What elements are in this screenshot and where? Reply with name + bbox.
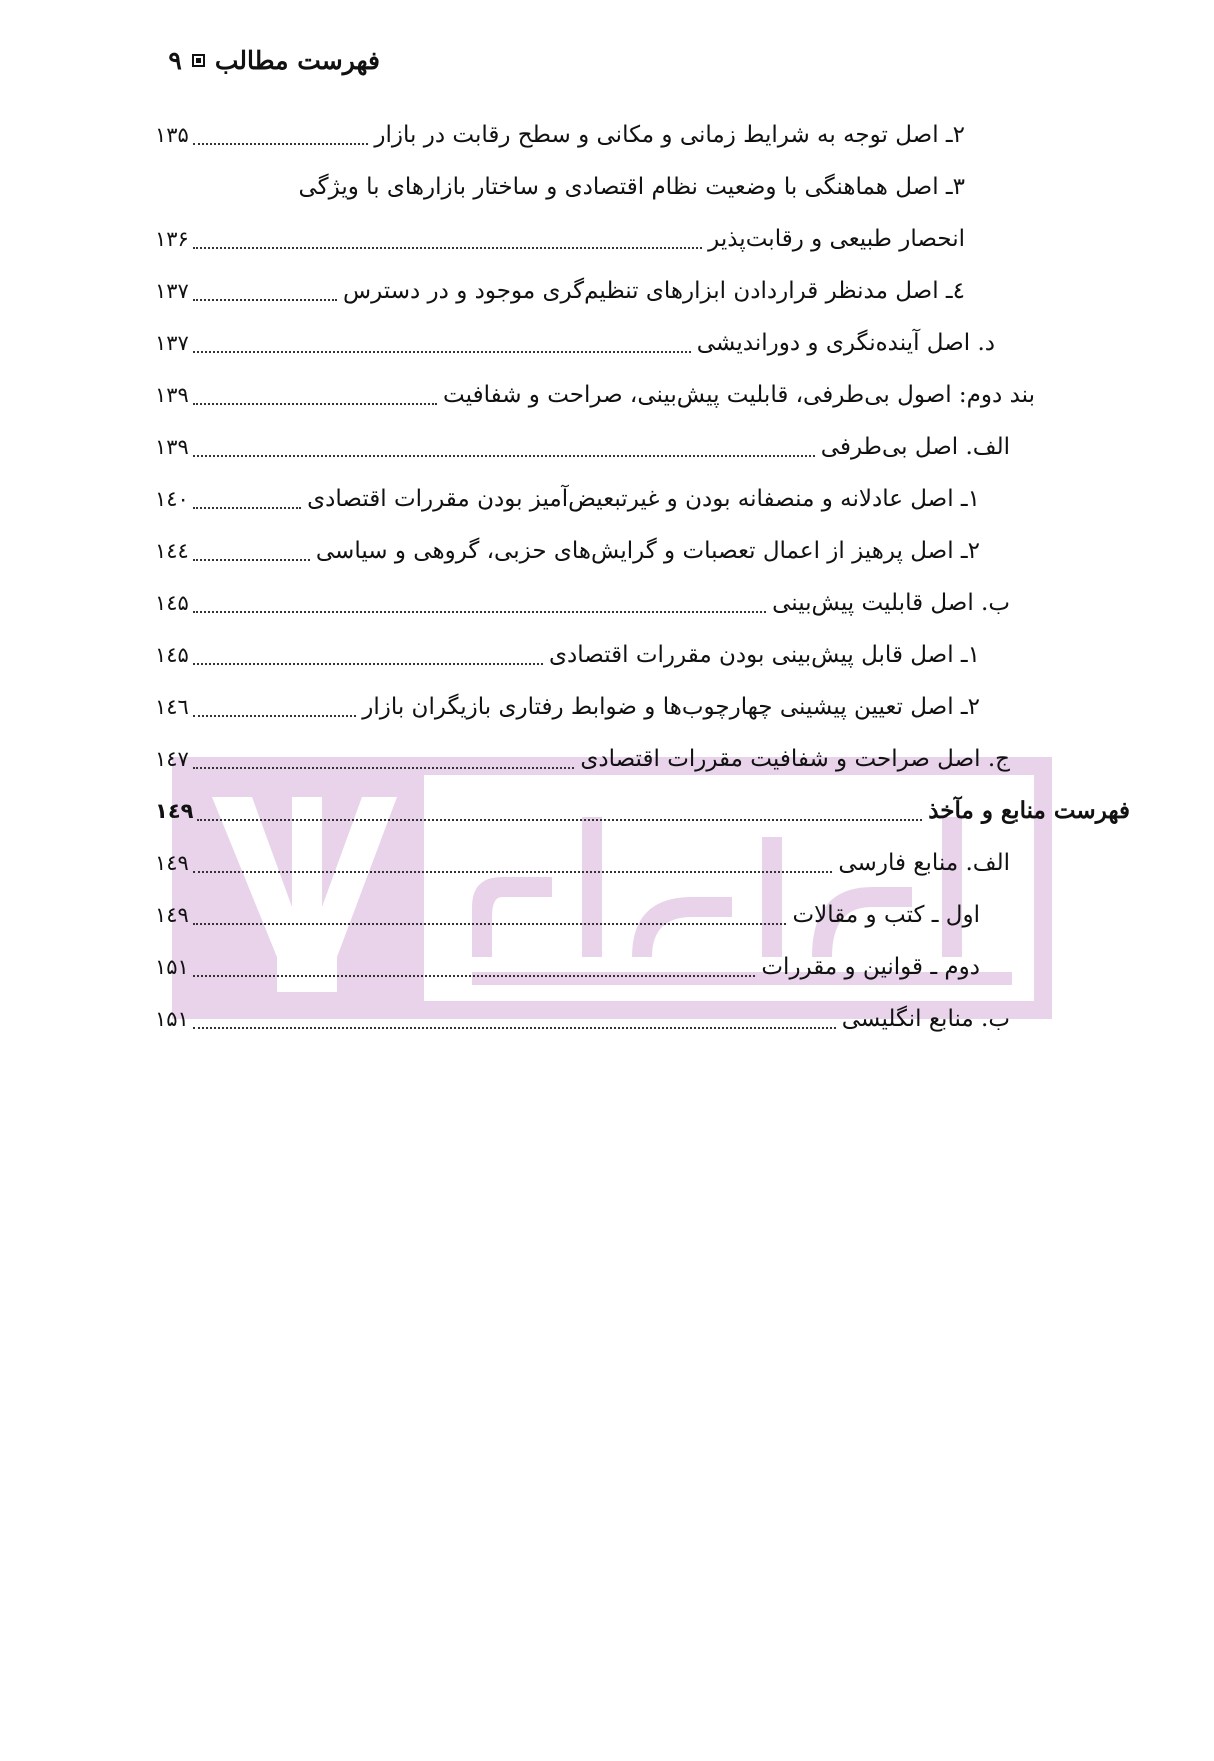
toc-entry-label: الف. اصل بی‌طرفی xyxy=(820,434,1010,460)
toc-entry-page: ۱۵۱ xyxy=(155,1007,189,1031)
dot-leader xyxy=(193,455,815,457)
toc-entry-label: ۱ـ اصل عادلانه و منصفانه بودن و غیرتبعیض‌آمیز بودن مقررات اقتصادی xyxy=(307,486,980,512)
dot-leader xyxy=(193,611,766,613)
toc-entry-page: ۱٤۵ xyxy=(155,643,189,667)
toc-entry-page: ۱٤٦ xyxy=(155,695,189,719)
toc-entry-label: انحصار طبیعی و رقابت‌پذیر xyxy=(708,226,965,252)
toc-entry-label: دوم ـ قوانین و مقررات xyxy=(761,954,980,980)
toc-entry xyxy=(0,843,1214,883)
dot-leader xyxy=(193,403,437,405)
dot-leader xyxy=(193,351,691,353)
toc-entry-label: ج. اصل صراحت و شفافیت مقررات اقتصادی xyxy=(580,746,1010,772)
toc-entry-label: د. اصل آینده‌نگری و دوراندیشی xyxy=(696,330,995,356)
toc-entry-label: ۱ـ اصل قابل پیش‌بینی بودن مقررات اقتصادی xyxy=(549,642,980,668)
toc-entry-page: ۱٤۷ xyxy=(155,747,189,771)
toc-entry-page: ۱۵۱ xyxy=(155,955,189,979)
toc-entry-label: ب. منابع انگلیسی xyxy=(841,1006,1010,1032)
dot-leader xyxy=(193,715,356,717)
dot-leader xyxy=(193,871,833,873)
toc-entry xyxy=(0,427,1214,467)
toc-entry xyxy=(0,739,1214,779)
toc-entry-page: ۱۳۷ xyxy=(155,331,189,355)
toc-entry-label: ۲ـ اصل توجه به شرایط زمانی و مکانی و سطح رقابت در بازار xyxy=(374,122,965,148)
dot-leader xyxy=(193,975,756,977)
toc-entry xyxy=(0,635,1214,675)
dot-leader xyxy=(193,559,310,561)
dot-leader xyxy=(193,299,337,301)
toc-entry-page: ۱٤۰ xyxy=(155,487,189,511)
toc-entry xyxy=(0,791,1214,831)
toc-entry-page: ۱٤۹ xyxy=(155,799,194,823)
toc-entry-page: ۱٤۹ xyxy=(155,851,189,875)
running-header xyxy=(150,40,380,80)
toc-entry xyxy=(0,323,1214,363)
square-bullet-icon xyxy=(192,54,205,67)
toc-entry xyxy=(0,115,1214,155)
toc-entry-page: ۱۳۹ xyxy=(155,383,189,407)
header-page-number: ۹ xyxy=(168,45,182,75)
toc-entry xyxy=(0,687,1214,727)
dot-leader xyxy=(193,663,543,665)
header-title: فهرست مطالب xyxy=(214,45,380,75)
toc-entry-page: ۱۳۶ xyxy=(155,227,189,251)
toc-entry-page: ۱٤۹ xyxy=(155,903,189,927)
toc-entry-label: فهرست منابع و مآخذ xyxy=(928,797,1130,824)
toc-entry xyxy=(0,219,1214,259)
toc-entry xyxy=(0,167,1214,207)
toc-entry-page: ۱٤۵ xyxy=(155,591,189,615)
toc-entry-label: ب. اصل قابلیت پیش‌بینی xyxy=(772,590,1010,616)
toc-entry xyxy=(0,999,1214,1039)
toc-entry-label: اول ـ کتب و مقالات xyxy=(792,902,980,928)
dot-leader xyxy=(193,247,702,249)
toc-entry-label: ٤ـ اصل مدنظر قراردادن ابزارهای تنظیم‌گری موجود و در دسترس xyxy=(343,278,965,304)
toc-entry-page: ۱۳۷ xyxy=(155,279,189,303)
toc-entry-label: الف. منابع فارسی xyxy=(838,850,1010,876)
toc-entry-page: ۱٤٤ xyxy=(155,539,189,563)
toc-entry xyxy=(0,375,1214,415)
dot-leader xyxy=(193,923,787,925)
toc-entry xyxy=(0,947,1214,987)
dot-leader xyxy=(193,507,301,509)
toc-entry xyxy=(0,895,1214,935)
toc-entry xyxy=(0,531,1214,571)
toc-entry-label: ۳ـ اصل هماهنگی با وضعیت نظام اقتصادی و ساختار بازارهای با ویژگی xyxy=(298,174,965,200)
toc-entry-page: ۱۳۹ xyxy=(155,435,189,459)
dot-leader xyxy=(193,767,575,769)
dot-leader xyxy=(193,143,369,145)
toc-entry-label: بند دوم: اصول بی‌طرفی، قابلیت پیش‌بینی، صراحت و شفافیت xyxy=(443,382,1035,408)
dot-leader xyxy=(193,1027,836,1029)
dot-leader xyxy=(197,819,922,821)
toc-entry-label: ۲ـ اصل تعیین پیشینی چهارچوب‌ها و ضوابط رفتاری بازیگران بازار xyxy=(362,694,980,720)
toc-entry-label: ۲ـ اصل پرهیز از اعمال تعصبات و گرایش‌های حزبی، گروهی و سیاسی xyxy=(315,538,980,564)
toc-entry-page: ۱۳۵ xyxy=(155,123,189,147)
toc-entry xyxy=(0,479,1214,519)
toc-entry xyxy=(0,583,1214,623)
toc-entry xyxy=(0,271,1214,311)
